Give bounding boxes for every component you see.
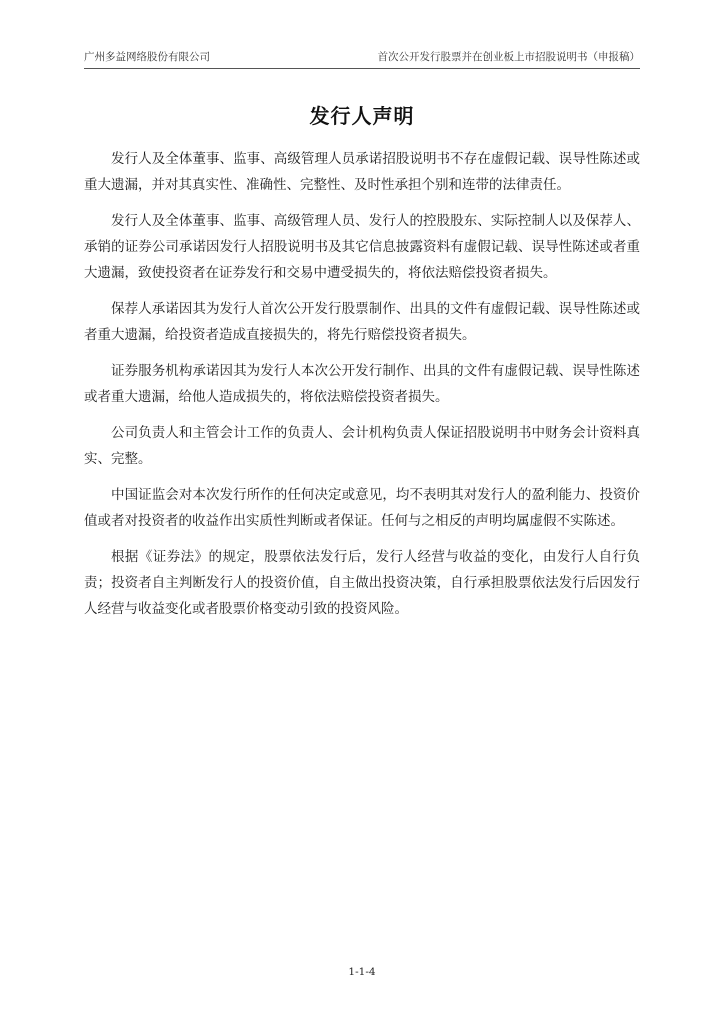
page-number: 1-1-4 — [348, 966, 376, 978]
document-body — [84, 146, 640, 632]
header-document-title: 首次公开发行股票并在创业板上市招股说明书（申报稿） — [377, 51, 640, 63]
paragraph-3: 保荐人承诺因其为发行人首次公开发行股票制作、出具的文件有虚假记载、误导性陈述或者重大遗漏，给投资者造成直接损失的，将先行赔偿投资者损失。 — [84, 301, 640, 343]
paragraph-6: 中国证监会对本次发行所作的任何决定或意见，均不表明其对发行人的盈利能力、投资价值或者对投资者的收益作出实质性判断或者保证。任何与之相反的声明均属虚假不实陈述。 — [84, 487, 640, 529]
header-company-name: 广州多益网络股份有限公司 — [84, 51, 210, 63]
page-title: 发行人声明 — [309, 104, 415, 128]
paragraph-5: 公司负责人和主管会计工作的负责人、会计机构负责人保证招股说明书中财务会计资料真实、完整。 — [84, 425, 640, 467]
paragraph-2: 发行人及全体董事、监事、高级管理人员、发行人的控股股东、实际控制人以及保荐人、承销的证券公司承诺因发行人招股说明书及其它信息披露资料有虚假记载、误导性陈述或者重大遗漏，致使投资者在证券发行和交易中遭受损失的，将依法赔偿投资者损失。 — [84, 213, 640, 281]
paragraph-4: 证券服务机构承诺因其为发行人本次公开发行制作、出具的文件有虚假记载、误导性陈述或者重大遗漏，给他人造成损失的，将依法赔偿投资者损失。 — [84, 363, 640, 405]
paragraph-1: 发行人及全体董事、监事、高级管理人员承诺招股说明书不存在虚假记载、误导性陈述或重大遗漏，并对其真实性、准确性、完整性、及时性承担个别和连带的法律责任。 — [84, 151, 640, 193]
page-header — [84, 50, 640, 69]
paragraph-7: 根据《证券法》的规定，股票依法发行后，发行人经营与收益的变化，由发行人自行负责；投资者自主判断发行人的投资价值，自主做出投资决策，自行承担股票依法发行后因发行人经营与收益变化或者股票价格变动引致的投资风险。 — [84, 549, 640, 617]
